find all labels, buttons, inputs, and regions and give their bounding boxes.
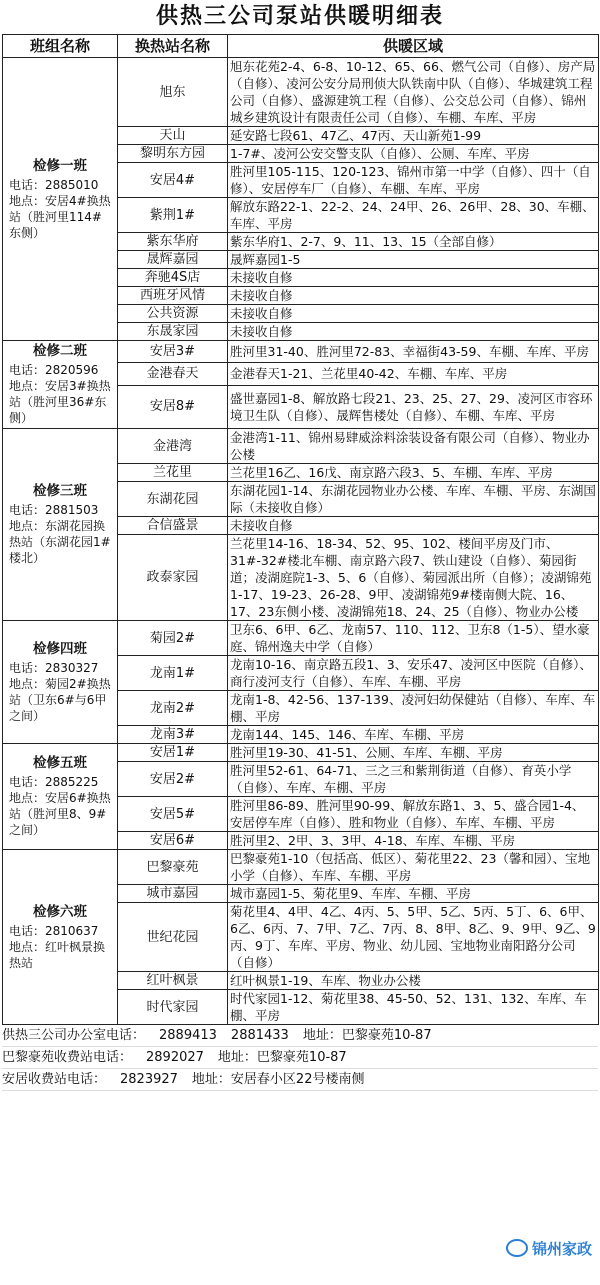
heating-area: 红叶枫景1-19、车库、物业办公楼 [228, 972, 599, 990]
team-location: 地点：安居6#换热站（胜河里8、9#之间） [9, 791, 111, 837]
heating-area: 未接收自修 [228, 517, 599, 535]
heating-area: 时代家园1-12、菊花里38、45-50、52、131、132、车库、车棚、平房 [228, 990, 599, 1025]
heating-area: 未接收自修 [228, 269, 599, 287]
station-name: 天山 [118, 127, 228, 145]
footer-office-address: 地址：巴黎豪苑10-87 [302, 1028, 432, 1043]
heating-area: 兰花里14-16、18-34、52、95、102、楼间平房及门市、31#-32#楼北车棚、南京路六段7、铁山建设（自修）、菊园街道；凌湖庭院1-3、5、6（自修）、菊园派出所（自修）；凌湖锦苑1-17、19-23、26-28、9甲、凌湖锦苑9#楼南侧大院、16、17、23东侧小楼、凌湖锦苑18、24、25（自修）、物业办公楼 [228, 535, 599, 621]
footer-anju-label: 安居收费站电话： [2, 1072, 107, 1087]
team-cell [3, 744, 118, 850]
station-name: 龙南2# [118, 691, 228, 726]
table-row [3, 429, 599, 464]
team-name: 检修二班 [33, 343, 87, 359]
team-location: 地点：安居3#换热站（胜河里36#东侧） [9, 379, 111, 425]
footer [2, 1025, 598, 1091]
station-name: 城市嘉园 [118, 885, 228, 903]
team-name: 检修六班 [33, 903, 87, 920]
heating-area: 旭东花苑2-4、6-8、10-12、65、66、燃气公司（自修）、房产局（自修）、凌河公安分局刑侦大队铁南中队（自修）、华城建筑工程公司（自修）、盛源建筑工程（自修）、公交总公司（自修）、锦州城乡建筑设计有限责任公司（自修）、车棚、车库、平房 [228, 58, 599, 127]
station-name: 黎明东方园 [118, 145, 228, 163]
table-body [3, 58, 599, 1025]
heating-area: 1-7#、凌河公安交警支队（自修）、公厕、车库、平房 [228, 145, 599, 163]
footer-paris-line [2, 1047, 598, 1069]
table-row [3, 341, 599, 363]
station-name: 政泰家园 [118, 535, 228, 621]
team-location: 地点：安居4#换热站（胜河里114#东侧） [9, 193, 111, 240]
heating-area: 卫东6、6甲、6乙、龙南57、110、112、卫东8（1-5）、望水豪庭、锦州逸夫中学（自修） [228, 621, 599, 656]
station-name: 紫东华府 [118, 233, 228, 251]
team-phone: 电话：2810637 [9, 923, 99, 938]
team-name: 检修五班 [33, 755, 87, 771]
footer-anju-phone: 2823927 [120, 1072, 178, 1087]
document-title: 供热三公司泵站供暖明细表 [155, 4, 444, 29]
station-name: 安居3# [118, 341, 228, 363]
team-name: 检修一班 [33, 157, 87, 174]
heating-table [2, 34, 599, 1025]
team-phone: 电话：2820596 [9, 363, 99, 377]
team-phone: 电话：2885010 [9, 177, 99, 192]
station-name: 时代家园 [118, 990, 228, 1025]
wechat-icon [506, 1239, 528, 1257]
station-name: 红叶枫景 [118, 972, 228, 990]
team-cell [3, 850, 118, 1025]
watermark-text: 锦州家政 [531, 1240, 592, 1258]
station-name: 旭东 [118, 58, 228, 127]
footer-paris-address: 地址：巴黎豪苑10-87 [217, 1050, 347, 1065]
heating-area: 城市嘉园1-5、菊花里9、车库、车棚、平房 [228, 885, 599, 903]
heating-area: 东湖花园1-14、东湖花园物业办公楼、车库、车棚、平房、东湖国际（未接收自修） [228, 482, 599, 517]
team-cell [3, 58, 118, 341]
team-cell [3, 341, 118, 429]
footer-office-label: 供热三公司办公室电话： [2, 1028, 146, 1043]
footer-office-phone2: 2881433 [230, 1028, 289, 1043]
header-team: 班组名称 [3, 35, 118, 58]
heating-area: 胜河里52-61、64-71、三之三和紫荆街道（自修）、育英小学（自修）、车库、车棚、平房 [228, 762, 599, 797]
heating-area: 解放东路22-1、22-2、24、24甲、26、26甲、28、30、车棚、车库、平房 [228, 198, 599, 233]
team-cell [3, 429, 118, 621]
station-name: 奔驰4S店 [118, 269, 228, 287]
heating-area: 龙南10-16、南京路五段1、3、安乐47、凌河区中医院（自修）、商行凌河支行（自修）、车库、车棚、平房 [228, 656, 599, 691]
footer-anju-line [2, 1069, 598, 1091]
team-phone: 电话：2881503 [9, 503, 99, 517]
table-header-row [3, 35, 599, 58]
heating-area: 未接收自修 [228, 287, 599, 305]
heating-area: 胜河里19-30、41-51、公厕、车库、车棚、平房 [228, 744, 599, 762]
station-name: 安居4# [118, 163, 228, 198]
station-name: 合信盛景 [118, 517, 228, 535]
team-location: 地点：东湖花园换热站（东湖花园1#楼北） [9, 519, 111, 565]
station-name: 紫荆1# [118, 198, 228, 233]
footer-office-line [2, 1025, 598, 1047]
heating-area: 龙南144、145、146、车库、车棚、平房 [228, 726, 599, 744]
station-name: 龙南1# [118, 656, 228, 691]
footer-paris-label: 巴黎豪苑收费站电话： [2, 1050, 133, 1065]
station-name: 安居5# [118, 797, 228, 832]
station-name: 安居8# [118, 385, 228, 428]
station-name: 金港湾 [118, 429, 228, 464]
heating-area: 巴黎豪苑1-10（包括高、低区）、菊花里22、23（馨和园）、宝地小学（自修）、车库、车棚、平房 [228, 850, 599, 885]
station-name: 西班牙风情 [118, 287, 228, 305]
heating-area: 胜河里105-115、120-123、锦州市第一中学（自修）、四十（自修）、安居停车厂（自修）、车棚、车库、平房 [228, 163, 599, 198]
station-name: 安居6# [118, 832, 228, 850]
station-name: 龙南3# [118, 726, 228, 744]
table-row [3, 850, 599, 885]
table-row [3, 58, 599, 127]
station-name: 世纪花园 [118, 903, 228, 972]
station-name: 晟辉嘉园 [118, 251, 228, 269]
heating-area: 盛世嘉园1-8、解放路七段21、23、25、27、29、凌河区市容环境卫生队（自修）、晟辉售楼处（自修）、车棚、车库、平房 [228, 385, 599, 428]
team-location: 地点：菊园2#换热站（卫东6#与6甲之间） [9, 676, 111, 723]
station-name: 公共资源 [118, 305, 228, 323]
table-row [3, 744, 599, 762]
heating-area: 延安路七段61、47乙、47丙、天山新苑1-99 [228, 127, 599, 145]
station-name: 巴黎豪苑 [118, 850, 228, 885]
heating-area: 未接收自修 [228, 305, 599, 323]
heating-area: 胜河里31-40、胜河里72-83、幸福街43-59、车棚、车库、平房 [228, 341, 599, 363]
heating-area: 兰花里16乙、16戊、南京路六段3、5、车棚、车库、平房 [228, 464, 599, 482]
station-name: 东湖花园 [118, 482, 228, 517]
heating-area: 菊花里4、4甲、4乙、4丙、5、5甲、5乙、5丙、5丁、6、6甲、6乙、6丙、7、7甲、7乙、7丙、8、8甲、8乙、9、9甲、9乙、9丙、9丁、车库、平房、物业、幼儿园、宝地物业南阳路分公司（自修） [228, 903, 599, 972]
station-name: 金港春天 [118, 363, 228, 385]
heating-area: 晟辉嘉园1-5 [228, 251, 599, 269]
heating-area: 金港湾1-11、锦州易肆威涂料涂装设备有限公司（自修）、物业办公楼 [228, 429, 599, 464]
team-phone: 电话：2830327 [9, 660, 99, 675]
footer-anju-address: 地址：安居春小区22号楼南侧 [191, 1072, 365, 1087]
team-cell [3, 621, 118, 744]
footer-paris-phone: 2892027 [146, 1050, 204, 1065]
heating-area: 龙南1-8、42-56、137-139、凌河妇幼保健站（自修）、车库、车棚、平房 [228, 691, 599, 726]
footer-office-phone1: 2889413 [159, 1028, 217, 1043]
header-station: 换热站名称 [118, 35, 228, 58]
heating-area: 金港春天1-21、兰花里40-42、车棚、车库、平房 [228, 363, 599, 385]
station-name: 安居2# [118, 762, 228, 797]
station-name: 菊园2# [118, 621, 228, 656]
station-name: 安居1# [118, 744, 228, 762]
heating-area: 未接收自修 [228, 323, 599, 341]
team-phone: 电话：2885225 [9, 775, 99, 789]
team-name: 检修四班 [33, 640, 87, 657]
team-name: 检修三班 [33, 483, 87, 499]
station-name: 东晟家园 [118, 323, 228, 341]
heating-area: 胜河里86-89、胜河里90-99、解放东路1、3、5、盛合园1-4、安居停车库（自修）、胜和物业（自修）、车库、车棚、平房 [228, 797, 599, 832]
header-area: 供暖区域 [228, 35, 599, 58]
heating-area: 紫东华府1、2-7、9、11、13、15（全部自修） [228, 233, 599, 251]
table-row [3, 621, 599, 656]
station-name: 兰花里 [118, 464, 228, 482]
watermark [506, 1238, 592, 1259]
team-location: 地点：红叶枫景换热站 [9, 939, 106, 970]
heating-area: 胜河里2、2甲、3、3甲、4-18、车库、车棚、平房 [228, 832, 599, 850]
